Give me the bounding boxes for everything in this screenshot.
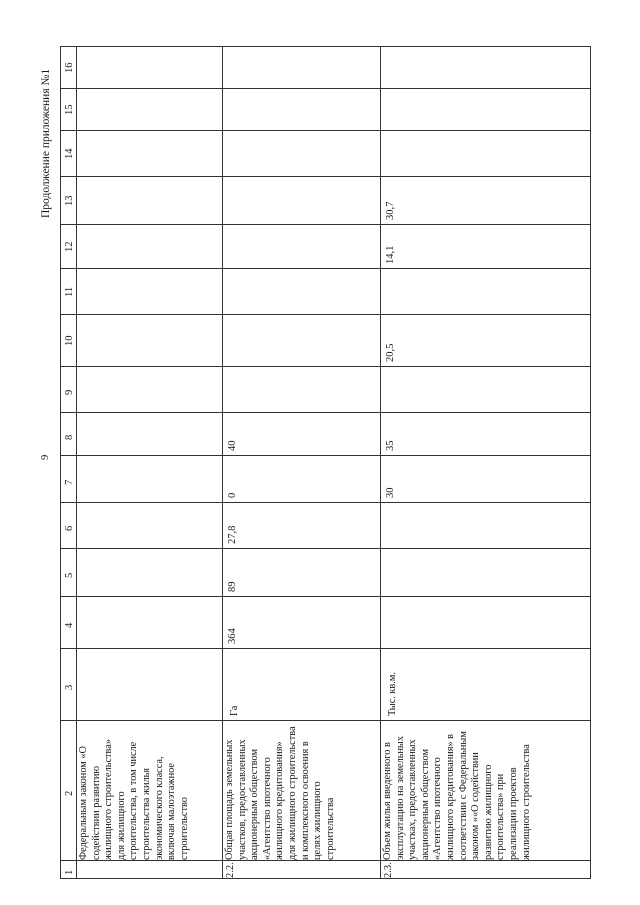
row-unit: Га: [229, 705, 240, 716]
column-number: 5: [64, 572, 75, 578]
value: 364: [227, 628, 238, 644]
column-number: 9: [64, 389, 75, 395]
column-number: 13: [64, 195, 75, 206]
column-number: 7: [64, 479, 75, 485]
row-number: 2.2.: [225, 862, 236, 878]
value: 89: [227, 581, 238, 592]
column-number: 4: [64, 622, 75, 628]
column-number: 1: [64, 869, 75, 875]
row-unit: Тыс. кв.м.: [387, 672, 398, 716]
value: 40: [227, 440, 238, 451]
value: 30,7: [385, 201, 396, 220]
column-number: 15: [64, 104, 75, 115]
appendix-continuation-label: Продолжение приложения №1: [40, 68, 52, 218]
row-description: Объем жилья введенного в эксплуатацию на земельных участках, предоставленных акционерным обществом «Агентство ипотечного жилищного кредитования» в соответствии с Федеральным законом ««О содействии развитию жилищного строительства» при реализации проектов жилищного строительства: [382, 731, 532, 860]
column-number: 11: [64, 286, 75, 297]
value: 27,8: [227, 525, 238, 544]
column-number: 3: [64, 684, 75, 690]
column-number: 8: [64, 434, 75, 440]
column-number: 14: [64, 148, 75, 159]
row-description: Федеральным законом «О содействии развитию жилищного строительства» для жилищного строительства, в том числе строительства жилья экономического класса, включая малоэтажное строительство: [78, 739, 190, 860]
row-description: Общая площадь земельных участков, предоставленных акционерным обществом «Агентство ипотечного жилищного кредитования» для жилищного строительства и комплексного освоения в целях жилищного строительства: [224, 726, 336, 860]
table-outline: [60, 46, 591, 879]
value: 0: [227, 492, 238, 498]
page-number: 9: [40, 454, 51, 460]
column-number: 12: [64, 241, 75, 252]
column-number: 6: [64, 525, 75, 531]
value: 20,5: [385, 343, 396, 362]
value: 30: [385, 487, 396, 498]
column-number: 16: [64, 62, 75, 73]
column-number: 2: [64, 790, 75, 796]
column-number: 10: [64, 335, 75, 346]
row-number: 2.3.: [383, 862, 394, 878]
value: 35: [385, 440, 396, 451]
value: 14,1: [385, 245, 396, 264]
